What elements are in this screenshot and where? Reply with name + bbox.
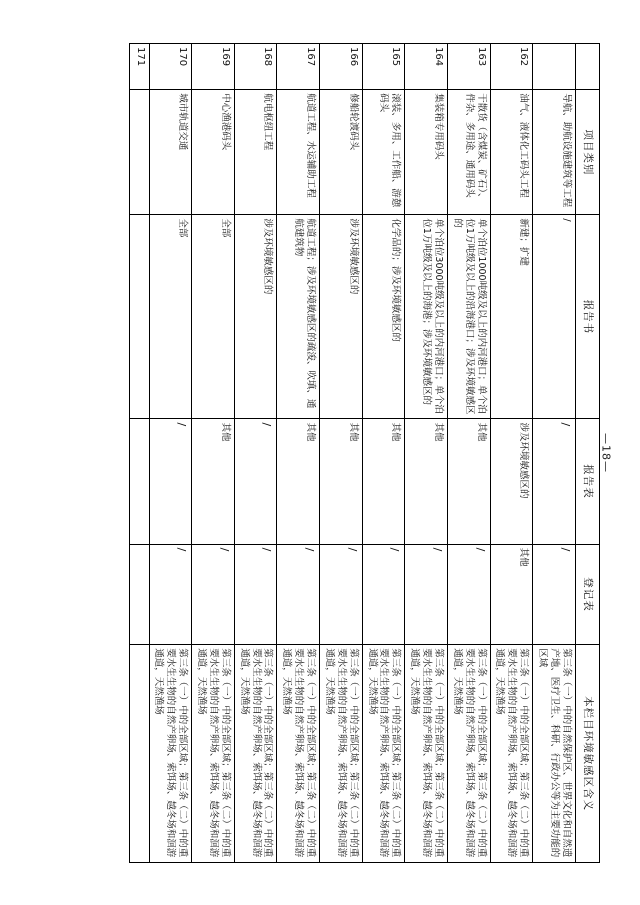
table-body [130, 43, 576, 862]
table-row [405, 43, 448, 862]
cell-report-book [320, 214, 363, 418]
cell-project-type [448, 89, 491, 214]
cell-registration: / [362, 544, 405, 645]
cell-report-form [490, 418, 533, 543]
row-index: 164 [405, 43, 448, 89]
cell-text: 导航、助航设施建筑等工程 [560, 92, 572, 207]
cell-text: 第三条（一）中的全部区域；第三条（二）中的重要水生生物的自然产卵场、索饵场、越冬场和洄游通道，天然渔场 [366, 647, 402, 857]
cell-registration [130, 544, 150, 645]
table-header-row [575, 43, 599, 862]
cell-text: 第三条（一）中的全部区域；第三条（二）中的重要水生生物的自然产卵场、索饵场、越冬场和洄游通道，天然渔场 [238, 647, 274, 857]
cell-registration: / [320, 544, 363, 645]
cell-registration: / [234, 544, 277, 645]
cell-registration: / [192, 544, 235, 645]
cell-text: 单个泊位3000吨级及以上的内河港口；单个泊位1万吨级及以上的海港；涉及环境敏感区的 [421, 217, 444, 414]
cell-report-book [490, 214, 533, 418]
cell-report-form: / [149, 418, 192, 543]
cell-registration: / [149, 544, 192, 645]
cell-registration: 其他 [490, 544, 533, 645]
table-row [130, 43, 150, 862]
cell-text: 油气、液体化工码头工程 [518, 92, 530, 198]
row-index: 166 [320, 43, 363, 89]
cell-note [149, 644, 192, 862]
cell-report-book [362, 214, 405, 418]
cell-project-type [405, 89, 448, 214]
cell-report-book [234, 214, 277, 418]
row-index: 165 [362, 43, 405, 89]
cell-text: 中心渔港码头 [219, 92, 231, 150]
table-row [448, 43, 491, 862]
cell-text: 第三条（一）中的全部区域；第三条（二）中的重要水生生物的自然产卵场、索饵场、越冬场和洄游通道，天然渔场 [324, 647, 359, 857]
cell-note [277, 644, 320, 862]
cell-note [192, 644, 235, 862]
cell-project-type [234, 89, 277, 214]
cell-registration: / [277, 544, 320, 645]
column-header-report-form: 报告表 [575, 418, 599, 543]
cell-text: 第三条（一）中的全部区域；第三条（二）中的重要水生生物的自然产卵场、索饵场、越冬场和洄游通道，天然渔场 [451, 647, 487, 857]
row-index [533, 43, 576, 89]
environmental-categories-table [129, 43, 600, 863]
table-row [192, 43, 235, 862]
cell-report-form: 其他 [405, 418, 448, 543]
row-index: 169 [192, 43, 235, 89]
cell-report-book: 全部 [192, 214, 235, 418]
rotated-table-wrapper [40, 43, 600, 863]
cell-project-type [533, 89, 576, 214]
row-index: 168 [234, 43, 277, 89]
cell-text: 第三条（一）中的全部区域；第三条（二）中的重要水生生物的自然产卵场、索饵场、越冬场和洄游通道，天然渔场 [409, 647, 444, 857]
cell-note [362, 644, 405, 862]
cell-text: 航道工程、水运辅助工程 [305, 92, 317, 198]
table-row [533, 43, 576, 862]
cell-report-form: 其他 [277, 418, 320, 543]
cell-note [130, 644, 150, 862]
cell-project-type [320, 89, 363, 214]
row-index: 170 [149, 43, 192, 89]
cell-report-form: / [234, 418, 277, 543]
cell-report-book [448, 214, 491, 418]
cell-text: 城市轨道交通 [177, 92, 189, 150]
cell-report-book [277, 214, 320, 418]
column-header-project-type: 项目类别 [575, 89, 599, 214]
cell-text: 航电枢纽工程 [262, 92, 274, 150]
row-index: 163 [448, 43, 491, 89]
table-row [149, 43, 192, 862]
cell-report-book [533, 214, 576, 418]
cell-report-book [130, 214, 150, 418]
cell-text: 集装箱专用码头 [433, 92, 444, 160]
cell-registration: / [533, 544, 576, 645]
table-row [320, 43, 363, 862]
page-number: —18— [599, 432, 613, 473]
cell-report-form: 其他 [320, 418, 363, 543]
cell-project-type [192, 89, 235, 214]
cell-text: 修船轮渡码头 [347, 92, 359, 150]
cell-report-form: / [533, 418, 576, 543]
cell-report-book: 全部 [149, 214, 192, 418]
cell-project-type [362, 89, 405, 214]
cell-note [533, 644, 576, 862]
cell-text: 涉及环境敏感区的 [262, 217, 274, 294]
cell-text: 涉及环境敏感区的 [518, 421, 530, 498]
cell-report-form: 其他 [192, 418, 235, 543]
cell-note [448, 644, 491, 862]
cell-text: 化学品的；涉及环境敏感区的 [390, 217, 402, 342]
table-row [490, 43, 533, 862]
cell-note [405, 644, 448, 862]
cell-note [320, 644, 363, 862]
cell-project-type [130, 89, 150, 214]
cell-report-form: 其他 [448, 418, 491, 543]
cell-text: 滚装、多用、工作船、游憩码头 [378, 92, 402, 207]
cell-text: 第三条（一）中的全部区域；第三条（二）中的重要水生生物的自然产卵场、索饵场、越冬场和洄游通道，天然渔场 [494, 647, 530, 857]
cell-project-type [277, 89, 320, 214]
cell-text: 新建；扩建 [518, 217, 530, 266]
row-index: 162 [490, 43, 533, 89]
row-index: 167 [277, 43, 320, 89]
cell-text: 干散货（含煤炭、矿石）、件杂、多用途、通用码头 [463, 92, 487, 203]
cell-note [490, 644, 533, 862]
cell-text: 第三条（一）中的全部区域；第三条（二）中的重要水生生物的自然产卵场、索饵场、越冬场和洄游通道，天然渔场 [281, 647, 317, 857]
cell-registration: / [405, 544, 448, 645]
cell-registration: / [448, 544, 491, 645]
column-header-mining-type: 报告书 [575, 214, 599, 418]
cell-report-form [130, 418, 150, 543]
row-index: 171 [130, 43, 150, 89]
cell-report-book [405, 214, 448, 418]
column-header-sensitive-area: 本栏目环境敏感区含义 [575, 644, 599, 862]
cell-project-type [149, 89, 192, 214]
cell-text: / [560, 217, 572, 222]
table-row [234, 43, 277, 862]
table-row [277, 43, 320, 862]
column-header-index [575, 43, 599, 89]
cell-project-type [490, 89, 533, 214]
cell-text: 涉及环境敏感区的 [347, 217, 359, 294]
cell-text: 航道工程；涉及环境敏感区的疏浚、吹填、通航建筑物 [293, 217, 317, 408]
cell-text: 第三条（一）中的全部区域；第三条（二）中的重要水生生物的自然产卵场、索饵场、越冬场和洄游通道，天然渔场 [196, 647, 231, 857]
cell-text: 第三条（一）中的自然保护区、世界文化和自然遗产地、医疗卫生、科研、行政办公等为主要功能的区域 [537, 647, 572, 857]
cell-report-form: 其他 [362, 418, 405, 543]
table-row [362, 43, 405, 862]
cell-text: 单个泊位1000吨级及以上的内河港口；单个泊位1万吨级及以上的沿海港口；涉及环境敏感区的 [451, 217, 487, 414]
cell-text: 第三条（一）中的全部区域；第三条（二）中的重要水生生物的自然产卵场、索饵场、越冬场和洄游通道，天然渔场 [153, 647, 189, 857]
cell-note [234, 644, 277, 862]
column-header-registration: 登记表 [575, 544, 599, 645]
